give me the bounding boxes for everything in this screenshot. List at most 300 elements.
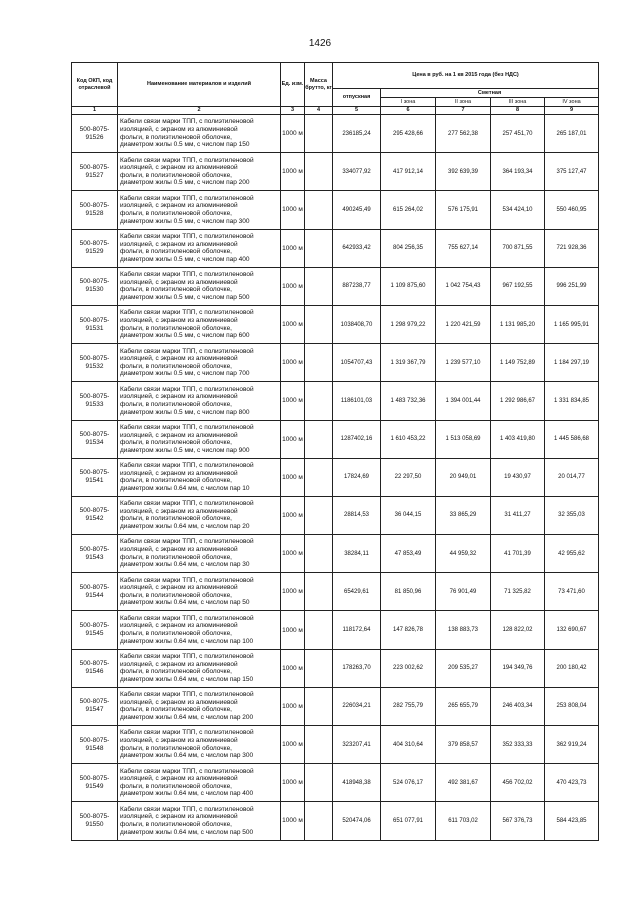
name-line: изоляцией, с экраном из алюминиевой	[120, 813, 238, 821]
cell-unit: 1000 м	[281, 382, 305, 420]
cell-zone1: 615 264,02	[381, 191, 436, 229]
code-line: 500-8075-	[79, 354, 110, 362]
header-zone4: IV зона	[545, 98, 599, 107]
cell-zone3: 352 333,33	[491, 726, 545, 764]
cell-code	[72, 420, 118, 458]
cell-zone1: 295 428,66	[381, 115, 436, 153]
cell-release: 1054707,43	[333, 344, 381, 382]
cell-zone4: 253 808,04	[545, 687, 599, 725]
cell-zone3: 31 411,27	[491, 496, 545, 534]
name-line: Кабели связи марки ТПП, с полиэтиленовой	[120, 614, 254, 622]
cell-zone1: 36 044,15	[381, 496, 436, 534]
cell-code	[72, 229, 118, 267]
code-line: 91533	[85, 400, 104, 408]
code-line: 500-8075-	[79, 812, 110, 820]
table-row	[72, 191, 599, 229]
cell-name	[118, 611, 281, 649]
header-zone3: III зона	[491, 98, 545, 107]
code-line: 91526	[85, 133, 104, 141]
name-line: изоляцией, с экраном из алюминиевой	[120, 698, 238, 706]
cell-zone3: 700 871,55	[491, 229, 545, 267]
cell-name	[118, 191, 281, 229]
table-row	[72, 229, 599, 267]
cell-zone3: 257 451,70	[491, 115, 545, 153]
name-line: диаметром жилы 0.5 мм, с числом пар 150	[120, 141, 250, 149]
code-line: 91545	[85, 630, 104, 638]
code-line: 500-8075-	[79, 583, 110, 591]
table-row	[72, 687, 599, 725]
cell-release: 118172,64	[333, 611, 381, 649]
header-name: Наименование материалов и изделий	[118, 63, 281, 107]
cell-code	[72, 764, 118, 802]
name-line: диаметром жилы 0.64 мм, с числом пар 150	[120, 675, 254, 683]
code-line: 500-8075-	[79, 316, 110, 324]
name-line: фольги, в полиэтиленовой оболочке,	[120, 362, 232, 370]
cell-release: 65429,61	[333, 573, 381, 611]
name-line: диаметром жилы 0.5 мм, с числом пар 500	[120, 293, 250, 301]
cell-zone4: 584 423,85	[545, 802, 599, 840]
cell-release: 1287402,16	[333, 420, 381, 458]
name-line: фольги, в полиэтиленовой оболочке,	[120, 171, 232, 179]
cell-zone2: 44 959,32	[436, 535, 491, 573]
name-line: диаметром жилы 0.5 мм, с числом пар 400	[120, 255, 250, 263]
table-row	[72, 496, 599, 534]
cell-code	[72, 611, 118, 649]
cell-zone1: 524 076,17	[381, 764, 436, 802]
column-number: 7	[436, 107, 491, 115]
header-code: Код ОКП, код отраслевой	[72, 63, 118, 107]
cell-code	[72, 115, 118, 153]
name-line: диаметром жилы 0.5 мм, с числом пар 900	[120, 446, 250, 454]
cell-zone4: 470 423,73	[545, 764, 599, 802]
cell-zone1: 22 297,50	[381, 458, 436, 496]
name-line: Кабели связи марки ТПП, с полиэтиленовой	[120, 156, 254, 164]
cell-zone1: 651 077,91	[381, 802, 436, 840]
code-line: 500-8075-	[79, 431, 110, 439]
cell-zone4: 550 460,95	[545, 191, 599, 229]
name-line: изоляцией, с экраном из алюминиевой	[120, 240, 238, 248]
table-row	[72, 115, 599, 153]
cell-code	[72, 344, 118, 382]
name-line: Кабели связи марки ТПП, с полиэтиленовой	[120, 538, 254, 546]
table-body	[72, 115, 599, 841]
name-line: изоляцией, с экраном из алюминиевой	[120, 546, 238, 554]
cell-zone1: 1 319 367,79	[381, 344, 436, 382]
price-table	[71, 62, 599, 841]
column-number: 8	[491, 107, 545, 115]
header-unit: Ед. изм.	[281, 63, 305, 107]
name-line: изоляцией, с экраном из алюминиевой	[120, 737, 238, 744]
name-line: изоляцией, с экраном из алюминиевой	[120, 164, 238, 172]
name-line: диаметром жилы 0.5 мм, с числом пар 600	[120, 332, 250, 340]
cell-release: 490245,49	[333, 191, 381, 229]
cell-mass	[305, 535, 333, 573]
cell-release: 334077,92	[333, 153, 381, 191]
name-line: Кабели связи марки ТПП, с полиэтиленовой	[120, 767, 254, 775]
cell-unit: 1000 м	[281, 496, 305, 534]
name-line: диаметром жилы 0.5 мм, с числом пар 200	[120, 179, 250, 187]
code-line: 500-8075-	[79, 163, 110, 171]
cell-zone3: 1 292 986,67	[491, 382, 545, 420]
name-line: фольги, в полиэтиленовой оболочке,	[120, 820, 232, 828]
name-line: диаметром жилы 0.64 мм, с числом пар 10	[120, 484, 250, 492]
cell-zone4: 200 180,42	[545, 649, 599, 687]
cell-code	[72, 153, 118, 191]
cell-code	[72, 191, 118, 229]
cell-release: 178263,70	[333, 649, 381, 687]
name-line: диаметром жилы 0.5 мм, с числом пар 800	[120, 408, 250, 416]
name-line: диаметром жилы 0.64 мм, с числом пар 300	[120, 752, 254, 760]
cell-mass	[305, 153, 333, 191]
cell-name	[118, 535, 281, 573]
name-line: фольги, в полиэтиленовой оболочке,	[120, 324, 232, 332]
name-line: диаметром жилы 0.64 мм, с числом пар 400	[120, 790, 254, 798]
cell-unit: 1000 м	[281, 687, 305, 725]
code-line: 500-8075-	[79, 507, 110, 515]
cell-release: 642933,42	[333, 229, 381, 267]
cell-name	[118, 115, 281, 153]
cell-mass	[305, 687, 333, 725]
cell-release: 38284,11	[333, 535, 381, 573]
name-line: изоляцией, с экраном из алюминиевой	[120, 584, 238, 592]
cell-mass	[305, 267, 333, 305]
code-line: 91530	[85, 286, 104, 294]
page-number: 1426	[308, 38, 332, 49]
cell-zone2: 33 865,29	[436, 496, 491, 534]
cell-unit: 1000 м	[281, 305, 305, 343]
name-line: Кабели связи марки ТПП, с полиэтиленовой	[120, 462, 254, 470]
cell-zone3: 41 701,39	[491, 535, 545, 573]
table-row	[72, 573, 599, 611]
cell-release: 17824,69	[333, 458, 381, 496]
cell-zone4: 73 471,60	[545, 573, 599, 611]
cell-name	[118, 382, 281, 420]
cell-zone2: 576 175,91	[436, 191, 491, 229]
cell-mass	[305, 382, 333, 420]
cell-mass	[305, 611, 333, 649]
table-row	[72, 458, 599, 496]
cell-zone3: 567 376,73	[491, 802, 545, 840]
code-line: 500-8075-	[79, 201, 110, 209]
table-row	[72, 649, 599, 687]
cell-unit: 1000 м	[281, 611, 305, 649]
cell-zone2: 209 535,27	[436, 649, 491, 687]
cell-zone3: 71 325,82	[491, 573, 545, 611]
cell-name	[118, 153, 281, 191]
cell-mass	[305, 420, 333, 458]
code-line: 500-8075-	[79, 736, 110, 744]
cell-mass	[305, 229, 333, 267]
cell-zone3: 246 403,34	[491, 687, 545, 725]
table-row	[72, 764, 599, 802]
cell-unit: 1000 м	[281, 420, 305, 458]
code-line: 91547	[85, 706, 104, 714]
name-line: изоляцией, с экраном из алюминиевой	[120, 278, 238, 286]
header-zone1: I зона	[381, 98, 436, 107]
name-line: изоляцией, с экраном из алюминиевой	[120, 316, 238, 324]
cell-zone3: 534 424,10	[491, 191, 545, 229]
code-line: 91543	[85, 553, 104, 561]
cell-code	[72, 496, 118, 534]
name-line: Кабели связи марки ТПП, с полиэтиленовой	[120, 347, 254, 355]
cell-zone1: 404 310,64	[381, 726, 436, 764]
name-line: изоляцией, с экраном из алюминиевой	[120, 469, 238, 477]
table-row	[72, 726, 599, 764]
cell-mass	[305, 458, 333, 496]
name-line: фольги, в полиэтиленовой оболочке,	[120, 515, 232, 523]
cell-zone4: 20 014,77	[545, 458, 599, 496]
code-line: 91534	[85, 439, 104, 447]
table-row	[72, 802, 599, 840]
cell-code	[72, 535, 118, 573]
column-number: 3	[281, 107, 305, 115]
name-line: фольги, в полиэтиленовой оболочке,	[120, 630, 232, 638]
code-line: 91546	[85, 668, 104, 676]
cell-name	[118, 458, 281, 496]
cell-zone2: 392 639,39	[436, 153, 491, 191]
name-line: фольги, в полиэтиленовой оболочке,	[120, 400, 232, 408]
name-line: диаметром жилы 0.5 мм, с числом пар 300	[120, 217, 250, 225]
code-line: 91542	[85, 515, 104, 523]
cell-zone3: 1 131 985,20	[491, 305, 545, 343]
cell-zone4: 265 187,01	[545, 115, 599, 153]
cell-zone4: 362 919,24	[545, 726, 599, 764]
code-line: 91527	[85, 171, 104, 179]
cell-code	[72, 382, 118, 420]
cell-unit: 1000 м	[281, 344, 305, 382]
cell-mass	[305, 305, 333, 343]
cell-zone3: 1 403 419,80	[491, 420, 545, 458]
cell-code	[72, 267, 118, 305]
cell-zone2: 1 220 421,59	[436, 305, 491, 343]
cell-name	[118, 649, 281, 687]
cell-code	[72, 573, 118, 611]
cell-zone4: 1 445 586,68	[545, 420, 599, 458]
name-line: фольги, в полиэтиленовой оболочке,	[120, 744, 232, 752]
name-line: диаметром жилы 0.64 мм, с числом пар 100	[120, 637, 254, 645]
name-line: Кабели связи марки ТПП, с полиэтиленовой	[120, 423, 254, 431]
name-line: Кабели связи марки ТПП, с полиэтиленовой	[120, 576, 254, 584]
table-row	[72, 305, 599, 343]
column-number: 9	[545, 107, 599, 115]
cell-zone2: 492 381,67	[436, 764, 491, 802]
name-line: диаметром жилы 0.64 мм, с числом пар 30	[120, 561, 250, 569]
name-line: фольги, в полиэтиленовой оболочке,	[120, 248, 232, 256]
cell-zone2: 1 239 577,10	[436, 344, 491, 382]
cell-unit: 1000 м	[281, 726, 305, 764]
code-line: 91541	[85, 477, 104, 485]
name-line: фольги, в полиэтиленовой оболочке,	[120, 553, 232, 561]
name-line: фольги, в полиэтиленовой оболочке,	[120, 209, 232, 217]
cell-mass	[305, 573, 333, 611]
table-header	[72, 63, 599, 115]
cell-release: 520474,06	[333, 802, 381, 840]
code-line: 91544	[85, 591, 104, 599]
code-line: 91549	[85, 782, 104, 790]
cell-release: 236185,24	[333, 115, 381, 153]
name-line: изоляцией, с экраном из алюминиевой	[120, 393, 238, 401]
name-line: диаметром жилы 0.64 мм, с числом пар 500	[120, 828, 254, 836]
cell-zone3: 967 192,55	[491, 267, 545, 305]
cell-unit: 1000 м	[281, 573, 305, 611]
cell-code	[72, 802, 118, 840]
code-line: 500-8075-	[79, 660, 110, 668]
cell-release: 887238,77	[333, 267, 381, 305]
cell-mass	[305, 649, 333, 687]
code-line: 91532	[85, 362, 104, 370]
cell-zone2: 755 627,14	[436, 229, 491, 267]
name-line: фольги, в полиэтиленовой оболочке,	[120, 668, 232, 676]
code-line: 91529	[85, 248, 104, 256]
cell-code	[72, 649, 118, 687]
cell-zone2: 76 901,49	[436, 573, 491, 611]
cell-zone1: 1 483 732,36	[381, 382, 436, 420]
cell-zone2: 1 394 001,44	[436, 382, 491, 420]
name-line: Кабели связи марки ТПП, с полиэтиленовой	[120, 271, 254, 279]
table-row	[72, 153, 599, 191]
name-line: фольги, в полиэтиленовой оболочке,	[120, 286, 232, 294]
name-line: диаметром жилы 0.64 мм, с числом пар 200	[120, 714, 254, 721]
cell-unit: 1000 м	[281, 191, 305, 229]
name-line: фольги, в полиэтиленовой оболочке,	[120, 591, 232, 599]
cell-zone1: 804 256,35	[381, 229, 436, 267]
cell-name	[118, 573, 281, 611]
name-line: диаметром жилы 0.5 мм, с числом пар 700	[120, 370, 250, 378]
name-line: Кабели связи марки ТПП, с полиэтиленовой	[120, 385, 254, 393]
table-row	[72, 611, 599, 649]
cell-zone2: 265 655,79	[436, 687, 491, 725]
cell-zone2: 277 562,38	[436, 115, 491, 153]
cell-name	[118, 420, 281, 458]
cell-release: 323207,41	[333, 726, 381, 764]
cell-zone4: 721 928,36	[545, 229, 599, 267]
code-line: 500-8075-	[79, 545, 110, 553]
code-line: 500-8075-	[79, 698, 110, 706]
column-number: 4	[305, 107, 333, 115]
code-line: 500-8075-	[79, 469, 110, 477]
cell-zone4: 375 127,47	[545, 153, 599, 191]
name-line: изоляцией, с экраном из алюминиевой	[120, 355, 238, 363]
cell-release: 28814,53	[333, 496, 381, 534]
name-line: диаметром жилы 0.64 мм, с числом пар 50	[120, 599, 250, 607]
cell-zone1: 47 853,49	[381, 535, 436, 573]
cell-zone1: 223 002,62	[381, 649, 436, 687]
header-zone2: II зона	[436, 98, 491, 107]
name-line: Кабели связи марки ТПП, с полиэтиленовой	[120, 729, 254, 737]
cell-zone1: 81 850,96	[381, 573, 436, 611]
cell-name	[118, 229, 281, 267]
cell-code	[72, 726, 118, 764]
name-line: изоляцией, с экраном из алюминиевой	[120, 622, 238, 630]
cell-unit: 1000 м	[281, 115, 305, 153]
cell-zone4: 42 955,62	[545, 535, 599, 573]
cell-zone2: 611 703,02	[436, 802, 491, 840]
name-line: фольги, в полиэтиленовой оболочке,	[120, 782, 232, 790]
cell-zone2: 1 513 058,69	[436, 420, 491, 458]
name-line: Кабели связи марки ТПП, с полиэтиленовой	[120, 194, 254, 202]
name-line: Кабели связи марки ТПП, с полиэтиленовой	[120, 500, 254, 508]
cell-zone1: 282 755,79	[381, 687, 436, 725]
code-line: 500-8075-	[79, 240, 110, 248]
cell-mass	[305, 496, 333, 534]
name-line: Кабели связи марки ТПП, с полиэтиленовой	[120, 691, 254, 699]
cell-name	[118, 764, 281, 802]
code-line: 500-8075-	[79, 622, 110, 630]
header-mass: Масса брутто, кг	[305, 63, 333, 107]
name-line: изоляцией, с экраном из алюминиевой	[120, 126, 238, 133]
cell-zone2: 138 883,73	[436, 611, 491, 649]
cell-zone1: 417 912,14	[381, 153, 436, 191]
code-line: 91531	[85, 324, 104, 332]
cell-zone2: 379 858,57	[436, 726, 491, 764]
cell-unit: 1000 м	[281, 764, 305, 802]
name-line: Кабели связи марки ТПП, с полиэтиленовой	[120, 653, 254, 661]
column-number: 6	[381, 107, 436, 115]
cell-code	[72, 458, 118, 496]
cell-zone2: 1 042 754,43	[436, 267, 491, 305]
table-row	[72, 420, 599, 458]
cell-zone4: 996 251,99	[545, 267, 599, 305]
cell-name	[118, 802, 281, 840]
column-number: 5	[333, 107, 381, 115]
cell-unit: 1000 м	[281, 229, 305, 267]
cell-zone3: 128 822,02	[491, 611, 545, 649]
cell-mass	[305, 764, 333, 802]
name-line: изоляцией, с экраном из алюминиевой	[120, 507, 238, 515]
name-line: Кабели связи марки ТПП, с полиэтиленовой	[120, 118, 254, 126]
code-line: 91548	[85, 744, 104, 752]
cell-name	[118, 496, 281, 534]
name-line: фольги, в полиэтиленовой оболочке,	[120, 439, 232, 447]
name-line: фольги, в полиэтиленовой оболочке,	[120, 133, 232, 141]
table-row	[72, 535, 599, 573]
cell-unit: 1000 м	[281, 535, 305, 573]
cell-mass	[305, 344, 333, 382]
cell-release: 1038408,70	[333, 305, 381, 343]
cell-mass	[305, 191, 333, 229]
cell-unit: 1000 м	[281, 153, 305, 191]
cell-zone1: 1 109 875,60	[381, 267, 436, 305]
cell-unit: 1000 м	[281, 267, 305, 305]
cell-mass	[305, 802, 333, 840]
name-line: изоляцией, с экраном из алюминиевой	[120, 660, 238, 668]
name-line: изоляцией, с экраном из алюминиевой	[120, 431, 238, 439]
cell-unit: 1000 м	[281, 458, 305, 496]
cell-zone4: 132 690,67	[545, 611, 599, 649]
cell-zone3: 19 430,97	[491, 458, 545, 496]
table-row	[72, 344, 599, 382]
cell-unit: 1000 м	[281, 802, 305, 840]
code-line: 500-8075-	[79, 774, 110, 782]
cell-release: 226034,21	[333, 687, 381, 725]
cell-zone3: 364 193,34	[491, 153, 545, 191]
table-row	[72, 267, 599, 305]
cell-zone4: 1 331 834,85	[545, 382, 599, 420]
code-line: 500-8075-	[79, 125, 110, 133]
cell-zone2: 20 949,01	[436, 458, 491, 496]
cell-zone4: 1 165 995,91	[545, 305, 599, 343]
column-number: 2	[118, 107, 281, 115]
cell-mass	[305, 115, 333, 153]
column-number-row	[72, 107, 599, 115]
name-line: Кабели связи марки ТПП, с полиэтиленовой	[120, 232, 254, 240]
header-estimate: Сметная	[381, 89, 599, 98]
cell-code	[72, 305, 118, 343]
code-line: 91550	[85, 820, 104, 828]
cell-zone3: 1 149 752,89	[491, 344, 545, 382]
cell-name	[118, 344, 281, 382]
code-line: 500-8075-	[79, 278, 110, 286]
